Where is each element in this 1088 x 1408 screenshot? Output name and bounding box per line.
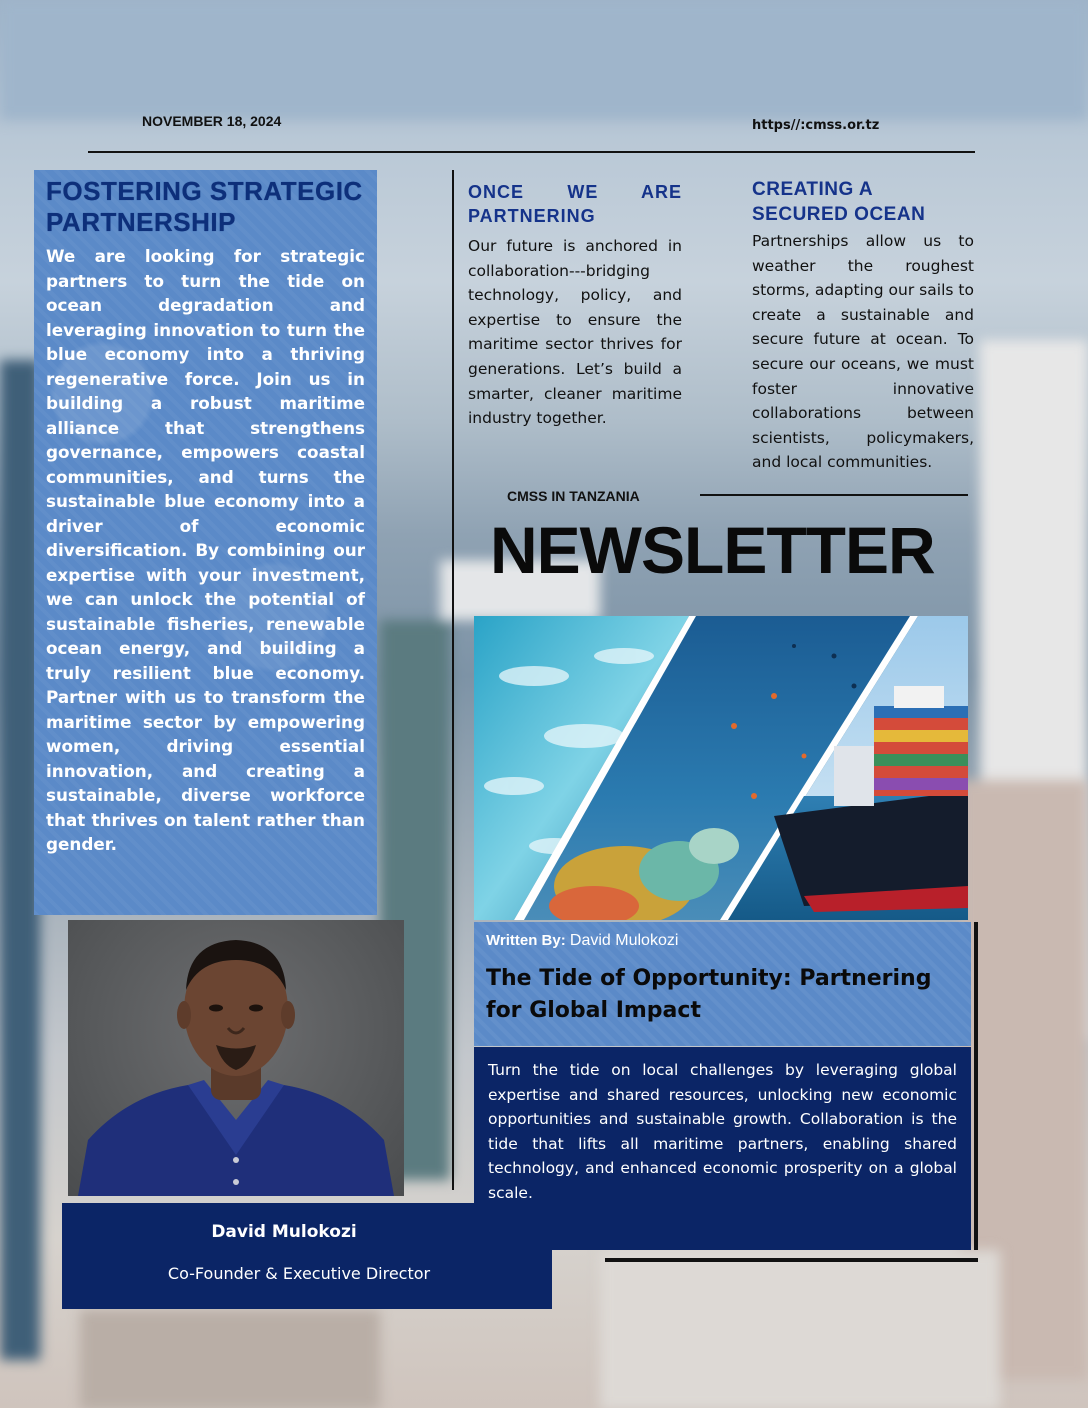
masthead-label: CMSS IN TANZANIA (507, 488, 640, 504)
strategic-partnership-title: FOSTERING STRATEGIC PARTNERSHIP (46, 176, 363, 237)
issue-date: NOVEMBER 18, 2024 (142, 113, 282, 129)
partnering-body: Our future is anchored in collaboration---bridging technology, policy, and expertise to ensure the maritime sector thrives for generations. Let’s build a smarter, cleaner maritime industry together. (468, 237, 682, 428)
secured-ocean-body: Partnerships allow us to weather the roughest storms, adapting our sails to create a sustainable and secure future at ocean. To secure our oceans, we must foster innovative collaborations between scientists, policymakers, and local communities. (752, 232, 974, 472)
card-shadow-bottom (605, 1258, 978, 1262)
article-header-card (474, 922, 971, 1046)
header-divider (88, 151, 975, 153)
partnering-column (468, 180, 682, 431)
author-name: David Mulokozi (569, 932, 679, 949)
profile-caption (62, 1203, 552, 1309)
secured-ocean-title: CREATING A SECURED OCEAN (752, 179, 926, 225)
website-url[interactable]: https//:cmss.or.tz (752, 118, 880, 133)
secured-ocean-column (752, 177, 974, 475)
masthead-title: NEWSLETTER (490, 513, 935, 587)
card-shadow (974, 922, 978, 1250)
profile-name: David Mulokozi (211, 1222, 357, 1242)
strategic-partnership-panel (34, 170, 377, 915)
strategic-partnership-body: We are looking for strategic partners to turn the tide on ocean degradation and leveraging innovation to turn the blue economy into a thriving regenerative force. Join us in building a robust maritime alliance that strengthens governance, empowers coastal communities, and turns the sustainable blue economy into a driver of economic diversification. By combining our expertise with your investment, we can unlock the potential of sustainable fisheries, renewable ocean energy, and building a truly resilient blue economy. Partner with us to transform the maritime sector by empowering women, driving essential innovation, and creating a sustainable, diverse workforce that thrives on talent rather than gender. (46, 246, 365, 854)
profile-role: Co-Founder & Executive Director (167, 1264, 431, 1283)
masthead-rule (700, 494, 968, 496)
column-divider (452, 170, 454, 1190)
byline: Written By: David Mulokozi (486, 932, 679, 949)
profile-photo (68, 920, 404, 1196)
article-headline: The Tide of Opportunity: Partnering for Global Impact (486, 966, 932, 1023)
article-body: Turn the tide on local challenges by leveraging global expertise and shared resources, unlocking new economic opportunities and sustainable growth. Collaboration is the tide that lifts all maritime partners, enabling shared technology, and enhanced economic prosperity on a global scale. (488, 1061, 957, 1202)
ocean-collage-image (474, 616, 968, 920)
partnering-title: ONCE WE ARE PARTNERING (468, 182, 682, 226)
